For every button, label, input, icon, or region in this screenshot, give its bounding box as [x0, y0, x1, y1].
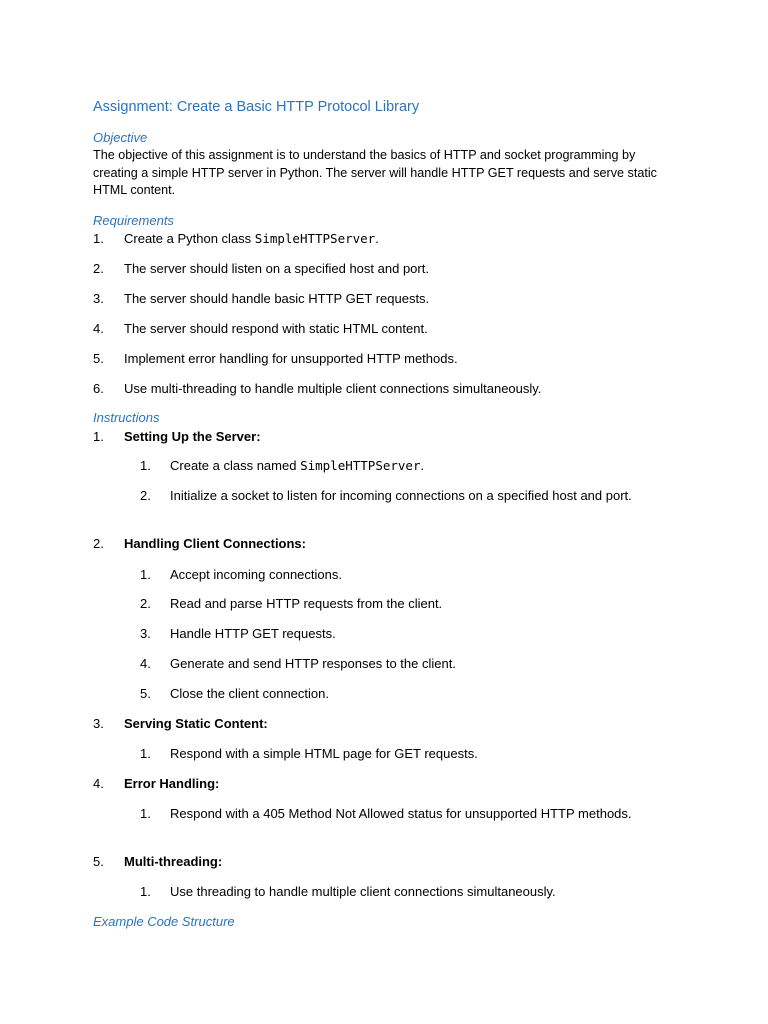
- list-number: 5.: [140, 686, 151, 701]
- list-number: 4.: [93, 321, 104, 336]
- requirements-heading: Requirements: [93, 213, 174, 228]
- list-number: 5.: [93, 351, 104, 366]
- list-number: 1.: [140, 806, 151, 821]
- section-title: Setting Up the Server:: [124, 429, 261, 444]
- list-item-text: The server should handle basic HTTP GET requests.: [124, 291, 430, 306]
- list-item-text: Generate and send HTTP responses to the client.: [170, 656, 456, 671]
- class-name-code: SimpleHTTPServer: [254, 231, 376, 246]
- list-item-text: The server should respond with static HTML content.: [124, 321, 428, 336]
- list-item-text: Use threading to handle multiple client connections simultaneously.: [170, 884, 556, 899]
- list-item-text: Respond with a simple HTML page for GET requests.: [170, 746, 478, 761]
- list-item-text: Initialize a socket to listen for incoming connections on a specified host and port.: [170, 488, 632, 503]
- section-title: Error Handling:: [124, 776, 220, 791]
- list-number: 3.: [93, 716, 104, 731]
- list-number: 6.: [93, 381, 104, 396]
- objective-paragraph: The objective of this assignment is to understand the basics of HTTP and socket programming by creating a simple HTTP server in Python. The server will handle HTTP GET requests and serve static HTML content.: [93, 148, 657, 197]
- list-number: 2.: [140, 488, 151, 503]
- list-item-text: Accept incoming connections.: [170, 567, 342, 582]
- list-number: 1.: [93, 429, 104, 444]
- section-title: Multi-threading:: [124, 854, 223, 869]
- list-number: 5.: [93, 854, 104, 869]
- list-number: 1.: [140, 567, 151, 582]
- list-number: 1.: [140, 884, 151, 899]
- list-number: 4.: [140, 656, 151, 671]
- list-item-text: Use multi-threading to handle multiple client connections simultaneously.: [124, 381, 542, 396]
- list-item-text: Read and parse HTTP requests from the client.: [170, 596, 443, 611]
- section-title: Serving Static Content:: [124, 716, 268, 731]
- list-number: 1.: [140, 746, 151, 761]
- document-title: Assignment: Create a Basic HTTP Protocol Library: [93, 99, 420, 115]
- list-item-text: Create a Python class SimpleHTTPServer.: [124, 231, 379, 246]
- list-number: 3.: [140, 626, 151, 641]
- class-name-code: SimpleHTTPServer: [300, 458, 421, 473]
- section-title: Handling Client Connections:: [124, 536, 306, 551]
- list-number: 1.: [140, 458, 151, 473]
- list-item-text: Close the client connection.: [170, 686, 329, 701]
- list-item-text: Create a class named SimpleHTTPServer.: [170, 458, 425, 473]
- example-code-heading: Example Code Structure: [93, 914, 235, 929]
- objective-heading: Objective: [93, 130, 148, 145]
- list-number: 2.: [93, 261, 104, 276]
- list-number: 2.: [93, 536, 104, 551]
- list-number: 2.: [140, 596, 151, 611]
- list-item-text: The server should listen on a specified host and port.: [124, 261, 429, 276]
- list-number: 1.: [93, 231, 104, 246]
- instructions-heading: Instructions: [93, 410, 160, 425]
- list-number: 3.: [93, 291, 104, 306]
- list-number: 4.: [93, 776, 104, 791]
- list-item-text: Respond with a 405 Method Not Allowed status for unsupported HTTP methods.: [170, 806, 632, 821]
- list-item-text: Handle HTTP GET requests.: [170, 626, 336, 641]
- list-item-text: Implement error handling for unsupported HTTP methods.: [124, 351, 458, 366]
